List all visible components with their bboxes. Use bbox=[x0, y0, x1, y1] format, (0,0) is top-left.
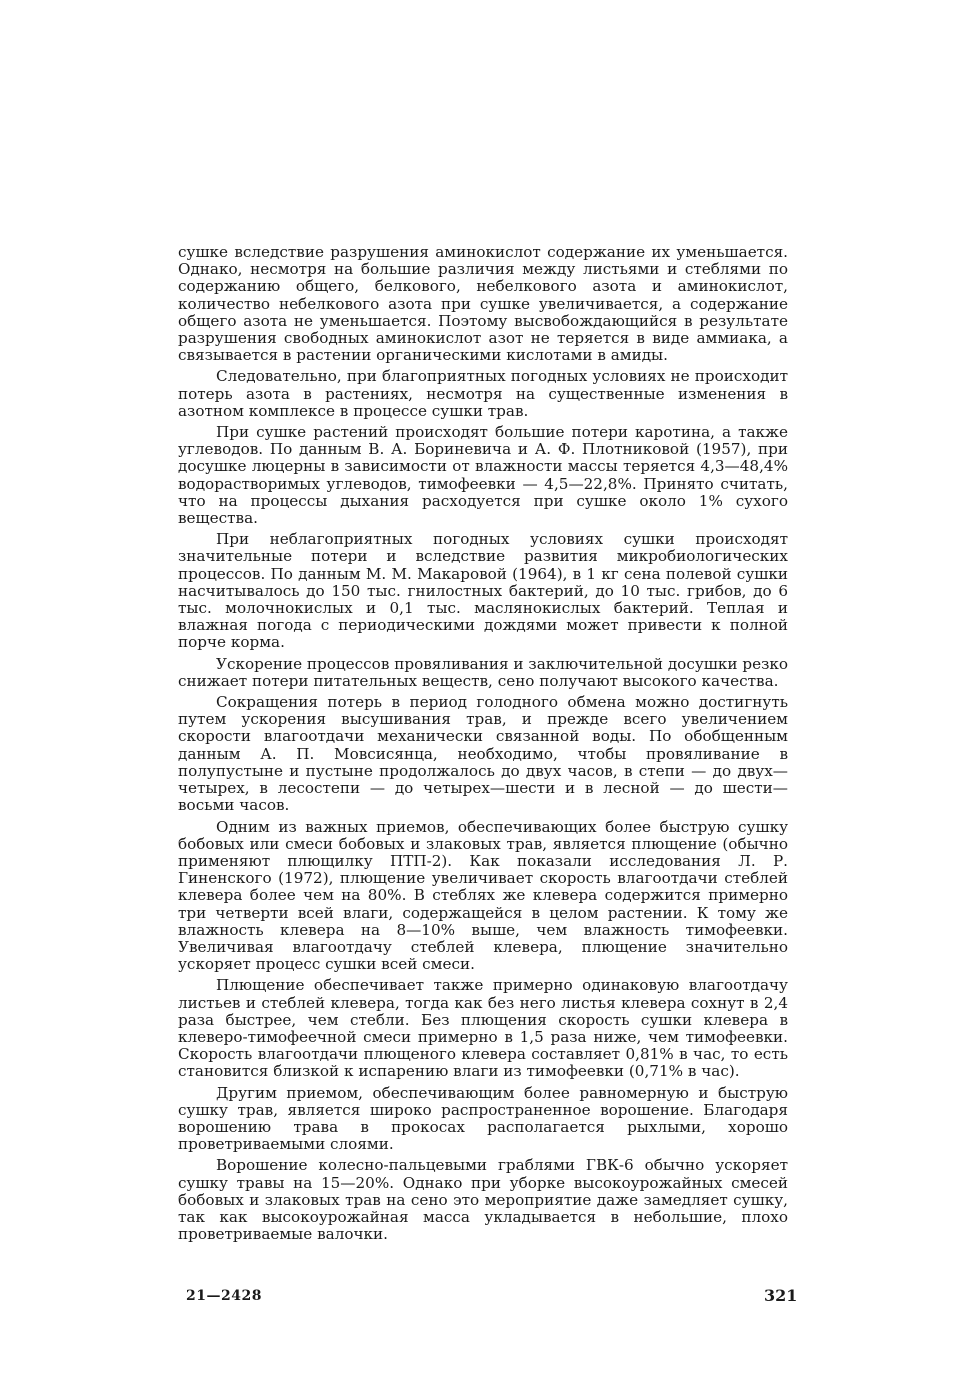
paragraph: При сушке растений происходят большие потери каротина, а также углеводов. По данным В. А. Бориневича и А. Ф. Плотниковой (1957), при досушке люцерны в зависимости от влажности массы теряется 4,3—48,4% водорастворимых углеводов, тимофеевки — 4,5—22,8%. Принято считать, что на процессы дыхания расходуется при сушке около 1% сухого вещества. bbox=[178, 423, 788, 528]
paragraph: сушке вследствие разрушения аминокислот содержание их уменьшается. Однако, несмотря на большие различия между листьями и стеблями по содержанию общего, белкового, небелкового азота и аминокислот, количество небелкового азота при сушке увеличивается, а содержание общего азота не уменьшается. Поэтому высвобождающийся в результате разрушения свободных аминокислот азот не теряется в виде аммиака, а связывается в растении органическими кислотами в амиды. bbox=[178, 243, 788, 365]
paragraph: Ворошение колесно-пальцевыми граблями ГВК-6 обычно ускоряет сушку травы на 15—20%. Однако при уборке высокоурожайных смесей бобовых и злаковых трав на сено это мероприятие даже замедляет сушку, так как высокоурожайная масса укладывается в небольшие, плохо проветриваемые валочки. bbox=[178, 1156, 788, 1244]
paragraph: Другим приемом, обеспечивающим более равномерную и быструю сушку трав, является широко распространенное ворошение. Благодаря ворошению трава в прокосах располагается рыхлыми, хорошо проветриваемыми слоями. bbox=[178, 1083, 788, 1154]
paragraph: Следовательно, при благоприятных погодных условиях не происходит потерь азота в растениях, несмотря на существенные изменения в азотном комплексе в процессе сушки трав. bbox=[178, 367, 788, 420]
page-number: 321 bbox=[764, 1286, 798, 1305]
paragraph: Сокращения потерь в период голодного обмена можно достигнуть путем ускорения высушивания трав, и прежде всего увеличением скорости влагоотдачи механически связанной воды. По обобщенным данным А. П. Мовсисянца, необходимо, чтобы провяливание в полупустыне и пустыне продолжалось до двух часов, в степи — до двух—четырех, в лесостепи — до четырех—шести и в лесной — до шести—восьми часов. bbox=[178, 693, 788, 815]
paragraph: Одним из важных приемов, обеспечивающих более быструю сушку бобовых или смеси бобовых и злаковых трав, является плющение (обычно применяют плющилку ПТП-2). Как показали исследования Л. Р. Гиненского (1972), плющение увеличивает скорость влагоотдачи стеблей клевера более чем на 80%. В стеблях же клевера содержится примерно три четверти всей влаги, содержащейся в целом растении. К тому же влажность клевера на 8—10% выше, чем влажность тимофеевки. Увеличивая влагоотдачу стеблей клевера, плющение значительно ускоряет процесс сушки всей смеси. bbox=[178, 817, 788, 974]
paragraph: Ускорение процессов провяливания и заключительной досушки резко снижает потери питательных веществ, сено получают высокого качества. bbox=[178, 654, 788, 690]
paragraph: Плющение обеспечивает также примерно одинаковую влагоотдачу листьев и стеблей клевера, тогда как без него листья клевера сохнут в 2,4 раза быстрее, чем стебли. Без плющения скорость сушки клевера в клеверо-тимофеечной смеси примерно в 1,5 раза ниже, чем тимофеевки. Скорость влагоотдачи плющеного клевера составляет 0,81% в час, то есть становится близкой к испарению влаги из тимофеевки (0,71% в час). bbox=[178, 976, 788, 1081]
printer-signature: 21—2428 bbox=[186, 1288, 262, 1304]
paragraph: При неблагоприятных погодных условиях сушки происходят значительные потери и вследствие развития микробиологических процессов. По данным М. М. Макаровой (1964), в 1 кг сена полевой сушки насчитывалось до 150 тыс. гнилостных бактерий, до 10 тыс. грибов, до 6 тыс. молочнокислых и 0,1 тыс. маслянокислых бактерий. Теплая и влажная погода с периодическими дождями может привести к полной порче корма. bbox=[178, 530, 788, 652]
body-text bbox=[178, 244, 788, 1247]
